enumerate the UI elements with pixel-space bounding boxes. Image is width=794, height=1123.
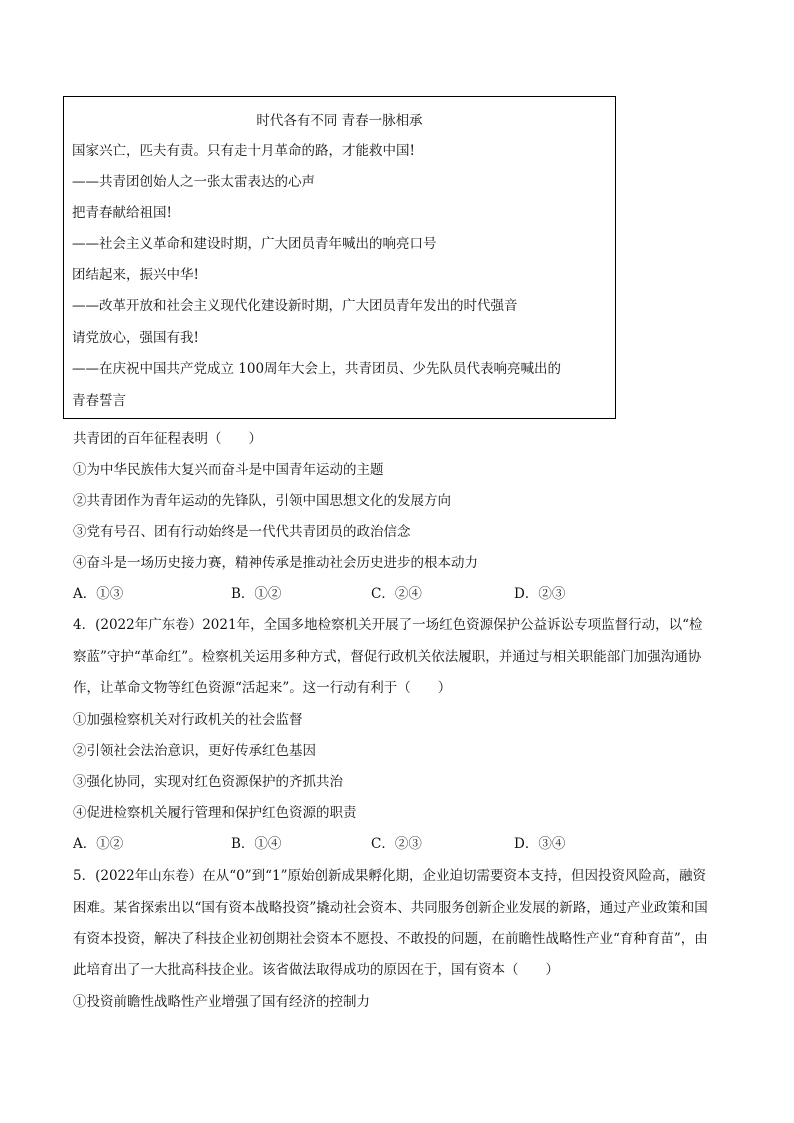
q3-option-c[interactable]: C．②④ [371, 586, 422, 602]
quote-line: 团结起来，振兴中华! [72, 267, 199, 283]
q3-item: ③党有号召、团有行动始终是一代代共青团员的政治信念 [73, 524, 411, 540]
q5-item: ①投资前瞻性战略性产业增强了国有经济的控制力 [73, 994, 370, 1010]
q3-item: ④奋斗是一场历史接力赛，精神传承是推动社会历史进步的根本动力 [73, 555, 478, 571]
q5-stem-line: 有资本投资，解决了科技企业初创期社会资本不愿投、不敢投的问题，在前瞻性战略性产业“育种育苗”，由 [73, 931, 708, 947]
q4-item: ③强化协同，实现对红色资源保护的齐抓共治 [73, 774, 343, 790]
quote-box [63, 96, 616, 419]
q4-item: ②引领社会法治意识，更好传承红色基因 [73, 743, 316, 759]
q4-item: ①加强检察机关对行政机关的社会监督 [73, 712, 303, 728]
q4-option-a[interactable]: A．①② [73, 836, 124, 852]
q5-stem-line: 5．(2022年山东卷）在从“0”到“1”原始创新成果孵化期，企业迫切需要资本支持，但因投资风险高，融资 [73, 868, 706, 884]
q3-option-a[interactable]: A．①③ [73, 586, 124, 602]
quote-box-title: 时代各有不同 青春一脉相承 [256, 113, 423, 129]
q4-option-d[interactable]: D．③④ [514, 836, 566, 852]
q4-option-b[interactable]: B．①④ [231, 836, 282, 852]
quote-line: 青春誓言 [72, 393, 126, 409]
q5-stem-line: 困难。某省探索出以“国有资本战略投资”撬动社会资本、共同服务创新企业发展的新路，通过产业政策和国 [73, 900, 708, 916]
q3-option-d[interactable]: D．②③ [514, 586, 566, 602]
q5-stem-line: 此培育出了一大批高科技企业。该省做法取得成功的原因在于，国有资本（ ） [73, 962, 559, 978]
quote-line: 把青春献给祖国! [72, 205, 172, 221]
quote-line: ——共青团创始人之一张太雷表达的心声 [72, 174, 315, 190]
quote-line: ——在庆祝中国共产党成立 100周年大会上，共青团员、少先队员代表响亮喊出的 [72, 361, 562, 377]
q3-item: ②共青团作为青年运动的先锋队，引领中国思想文化的发展方向 [73, 493, 451, 509]
q4-stem-line: 察蓝”守护“革命红”。检察机关运用多种方式，督促行政机关依法履职，并通过与相关职能部门加强沟通协 [73, 649, 702, 665]
quote-line: 国家兴亡，匹夫有责。只有走十月革命的路，才能救中国! [72, 143, 415, 159]
q4-option-c[interactable]: C．②③ [371, 836, 422, 852]
q3-stem: 共青团的百年征程表明（ ） [73, 431, 262, 447]
quote-line: ——改革开放和社会主义现代化建设新时期，广大团员青年发出的时代强音 [72, 298, 518, 314]
q4-stem-line: 作，让革命文物等红色资源“活起来”。这一行动有利于（ ） [73, 680, 452, 696]
q4-item: ④促进检察机关履行管理和保护红色资源的职责 [73, 805, 357, 821]
q4-stem-line: 4．(2022年广东卷）2021年，全国多地检察机关开展了一场红色资源保护公益诉讼专项监督行动，以“检 [73, 617, 703, 633]
quote-line: 请党放心，强国有我! [72, 330, 199, 346]
q3-item: ①为中华民族伟大复兴而奋斗是中国青年运动的主题 [73, 462, 384, 478]
quote-line: ——社会主义革命和建设时期，广大团员青年喊出的响亮口号 [72, 236, 437, 252]
q3-option-b[interactable]: B．①② [231, 586, 282, 602]
